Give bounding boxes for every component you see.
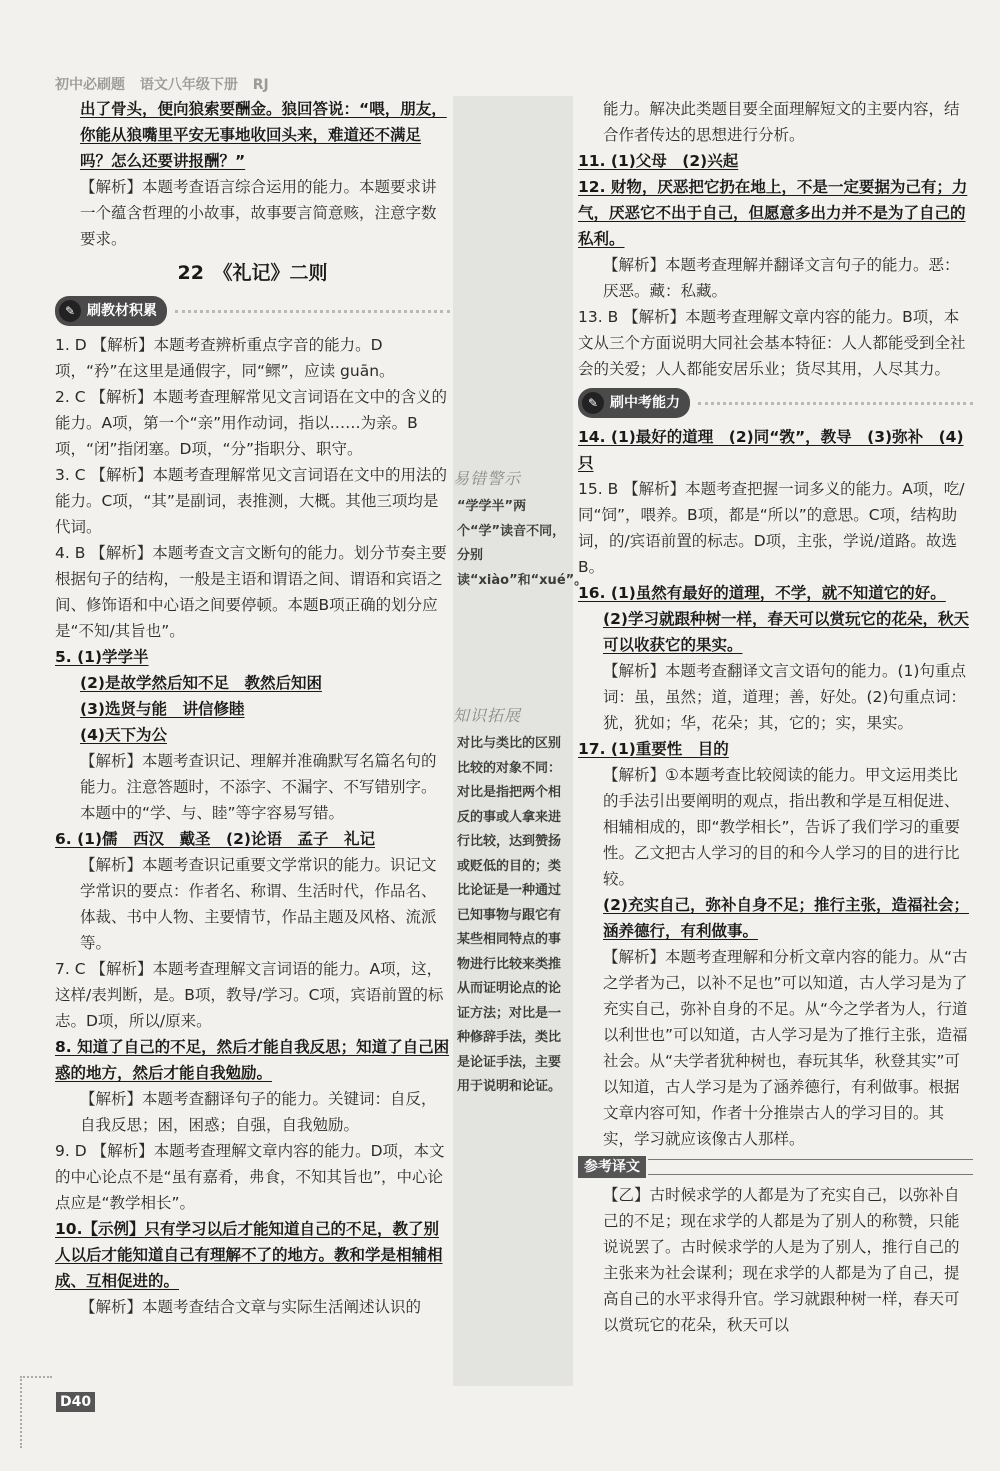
translation-text: 【乙】古时候求学的人都是为了充实自己，以弥补自己的不足；现在求学的人都是为了别人的称赞，只能说说罢了。古时候求学的人是为了别人，推行自己的主张来为社会谋利；现在求学的人都是为了自己，提高自己的水平求得升官。学习就跟种树一样，春天可以赏玩它的花朵，秋天可以	[603, 1186, 960, 1334]
reference-label: 参考译文	[578, 1156, 646, 1178]
answer-15: 15. B 【解析】本题考查把握一词多义的能力。A项，吃/同“饲”，喂养。B项，都是“所以”的意思。C项，结构助词，的/宾语前置的标志。D项，主张，学说/道路。故选B。	[578, 480, 965, 576]
answer-12-analysis: 【解析】本题考查理解并翻译文言句子的能力。恶：厌恶。藏：私藏。	[603, 256, 960, 300]
page-number: D40	[56, 1392, 95, 1412]
dotted-divider	[175, 310, 450, 313]
answer-6-analysis: 【解析】本题考查识记重要文学常识的能力。识记文学常识的要点：作者名、称谓、生活时代，作品名、体裁、书中人物、主要情节，作品主题及风格、流派等。	[80, 856, 437, 952]
answer-8-head: 8. 知道了自己的不足，然后才能自我反思；知道了自己困惑的地方，然后才能自我勉励。	[55, 1038, 450, 1082]
answer-16-analysis: 【解析】本题考查翻译文言文语句的能力。(1)句重点词：虽，虽然；道，道理；善，好处。(2)句重点词：犹，犹如；华，花朵；其，它的；实，果实。	[603, 662, 966, 732]
answer-13: 13. B 【解析】本题考查理解文章内容的能力。B项，本文从三个方面说明大同社会基本特征：人人都能受到全社会的关爱；人人都能安居乐业；货尽其用，人尽其力。	[578, 308, 966, 378]
reference-rule	[648, 1159, 973, 1175]
badge-label: 刷教材积累	[87, 303, 157, 319]
answer-3: 3. C 【解析】本题考查理解常见文言词语在文中的用法的能力。C项，“其”是副词，表推测，大概。其他三项均是代词。	[55, 466, 447, 536]
answer-16-1: 16. (1)虽然有最好的道理，不学，就不知道它的好。	[578, 584, 946, 602]
page-header	[55, 74, 279, 94]
section-title: 22 《礼记》二则	[177, 262, 328, 284]
dotted-divider	[698, 402, 973, 405]
answer-17-analysis-2: 【解析】本题考查理解和分析文章内容的能力。从“古之学者为己，以补不足也”可以知道，古人学习是为了充实自己，弥补自身的不足。从“今之学者为人，行道以利世也”可以知道，古人学习是为了推行主张，造福社会。从“夫学者犹种树也，春玩其华，秋登其实”可以知道，古人学习是为了涵养德行，有利做事。根据文章内容可知，作者十分推崇古人的学习目的。其实，学习就应该像古人那样。	[603, 948, 968, 1148]
answer-9: 9. D 【解析】本题考查理解文章内容的能力。D项，本文的中心论点不是“虽有嘉肴，弗食，不知其旨也”，中心论点应是“教学相长”。	[55, 1142, 445, 1212]
tip-title-knowledge: 知识拓展	[453, 706, 522, 725]
answer-10-head: 10.【示例】只有学习以后才能知道自己的不足，教了别人以后才能知道自己有理解不了的地方。教和学是相辅相成、互相促进的。	[55, 1220, 443, 1290]
intro-text: 出了骨头，便向狼索要酬金。狼回答说：“喂，朋友，你能从狼嘴里平安无事地收回头来，难道还不满足吗？怎么还要讲报酬？”	[80, 100, 447, 170]
answer-5-2: (2)是故学然后知不足 教然后知困	[80, 674, 322, 692]
book-icon: ✎	[59, 300, 81, 322]
intro-analysis: 【解析】本题考查语言综合运用的能力。本题要求讲一个蕴含哲理的小故事，故事要言简意赅，注意字数要求。	[80, 178, 437, 248]
side-notes	[453, 96, 588, 1386]
answer-5-analysis: 【解析】本题考查识记、理解并准确默写名篇名句的能力。注意答题时，不添字、不漏字、不写错别字。本题中的“学、与、睦”等字容易写错。	[80, 752, 437, 822]
badge-textbook	[55, 296, 450, 326]
right-column	[578, 96, 973, 1338]
subject-name: 语文八年级下册	[139, 77, 238, 93]
answer-6-head: 6. (1)儒 西汉 戴圣 (2)论语 孟子 礼记	[55, 830, 375, 848]
answer-17-2: (2)充实自己，弥补自身不足；推行主张，造福社会；涵养德行，有利做事。	[603, 896, 969, 940]
tip-body-mistake: “学学半”两个“学”读音不同，分别读“xiào”和“xué”。	[457, 499, 588, 588]
continued-analysis: 能力。解决此类题目要全面理解短文的主要内容，结合作者传达的思想进行分析。	[603, 100, 960, 144]
answer-17-analysis-1: 【解析】①本题考查比较阅读的能力。甲文运用类比的手法引出要阐明的观点，指出教和学是互相促进、相辅相成的，即“教学相长”，告诉了我们学习的重要性。乙文把古人学习的目的和今人学习的目的进行比较。	[603, 766, 961, 888]
answer-17-head: 17. (1)重要性 目的	[578, 740, 729, 758]
answer-5-head: 5. (1)学学半	[55, 648, 149, 666]
answer-4: 4. B 【解析】本题考查文言文断句的能力。划分节奏主要根据句子的结构，一般是主语和谓语之间、谓语和宾语之间、修饰语和中心语之间要停顿。本题B项正确的划分应是“不知/其旨也”。	[55, 544, 447, 640]
answer-2: 2. C 【解析】本题考查理解常见文言词语在文中的含义的能力。A项，第一个“亲”用作动词，指以……为亲。B项，“闭”指闭塞。D项，“分”指职分、职守。	[55, 388, 447, 458]
tip-title-mistake: 易错警示	[453, 469, 522, 488]
book-icon: ✎	[582, 392, 604, 414]
left-column	[55, 96, 450, 1320]
badge-exam	[578, 388, 973, 418]
answer-8-analysis: 【解析】本题考查翻译句子的能力。关键词：自反，自我反思；困，困惑；自强，自我勉励。	[80, 1090, 437, 1134]
answer-7: 7. C 【解析】本题考查理解文言词语的能力。A项，这，这样/表判断，是。B项，教导/学习。C项，宾语前置的标志。D项，所以/原来。	[55, 960, 444, 1030]
answer-12-head: 12. 财物，厌恶把它扔在地上，不是一定要据为己有；力气，厌恶它不出于自己，但愿意多出力并不是为了自己的私利。	[578, 178, 968, 248]
book-name: 初中必刷题	[55, 77, 125, 93]
answer-14: 14. (1)最好的道理 (2)同“敩”，教导 (3)弥补 (4)只	[578, 428, 964, 472]
answer-16-2: (2)学习就跟种树一样，春天可以赏玩它的花朵，秋天可以收获它的果实。	[603, 610, 969, 654]
answer-5-3: (3)选贤与能 讲信修睦	[80, 700, 245, 718]
answer-5-4: (4)天下为公	[80, 726, 167, 744]
tip-body-knowledge: 对比与类比的区别 比较的对象不同：对比是指把两个相反的事或人拿来进行比较，达到赞扬或贬低的目的；类比论证是一种通过已知事物与跟它有某些相同特点的事物进行比较来类推从而证明论点的论证方法；对比是一种修辞手法，类比是论证手法，主要用于说明和论证。	[457, 736, 575, 1094]
edition-label: RJ	[252, 77, 269, 93]
reference-translation-header	[578, 1152, 973, 1182]
badge-label: 刷中考能力	[610, 395, 680, 411]
answer-1: 1. D 【解析】本题考查辨析重点字音的能力。D项，“矜”在这里是通假字，同“鳏”，应读 guān。	[55, 336, 395, 380]
corner-decoration	[20, 1376, 52, 1448]
answer-11: 11. (1)父母 (2)兴起	[578, 152, 739, 170]
answer-10-analysis: 【解析】本题考查结合文章与实际生活阐述认识的	[80, 1298, 422, 1316]
